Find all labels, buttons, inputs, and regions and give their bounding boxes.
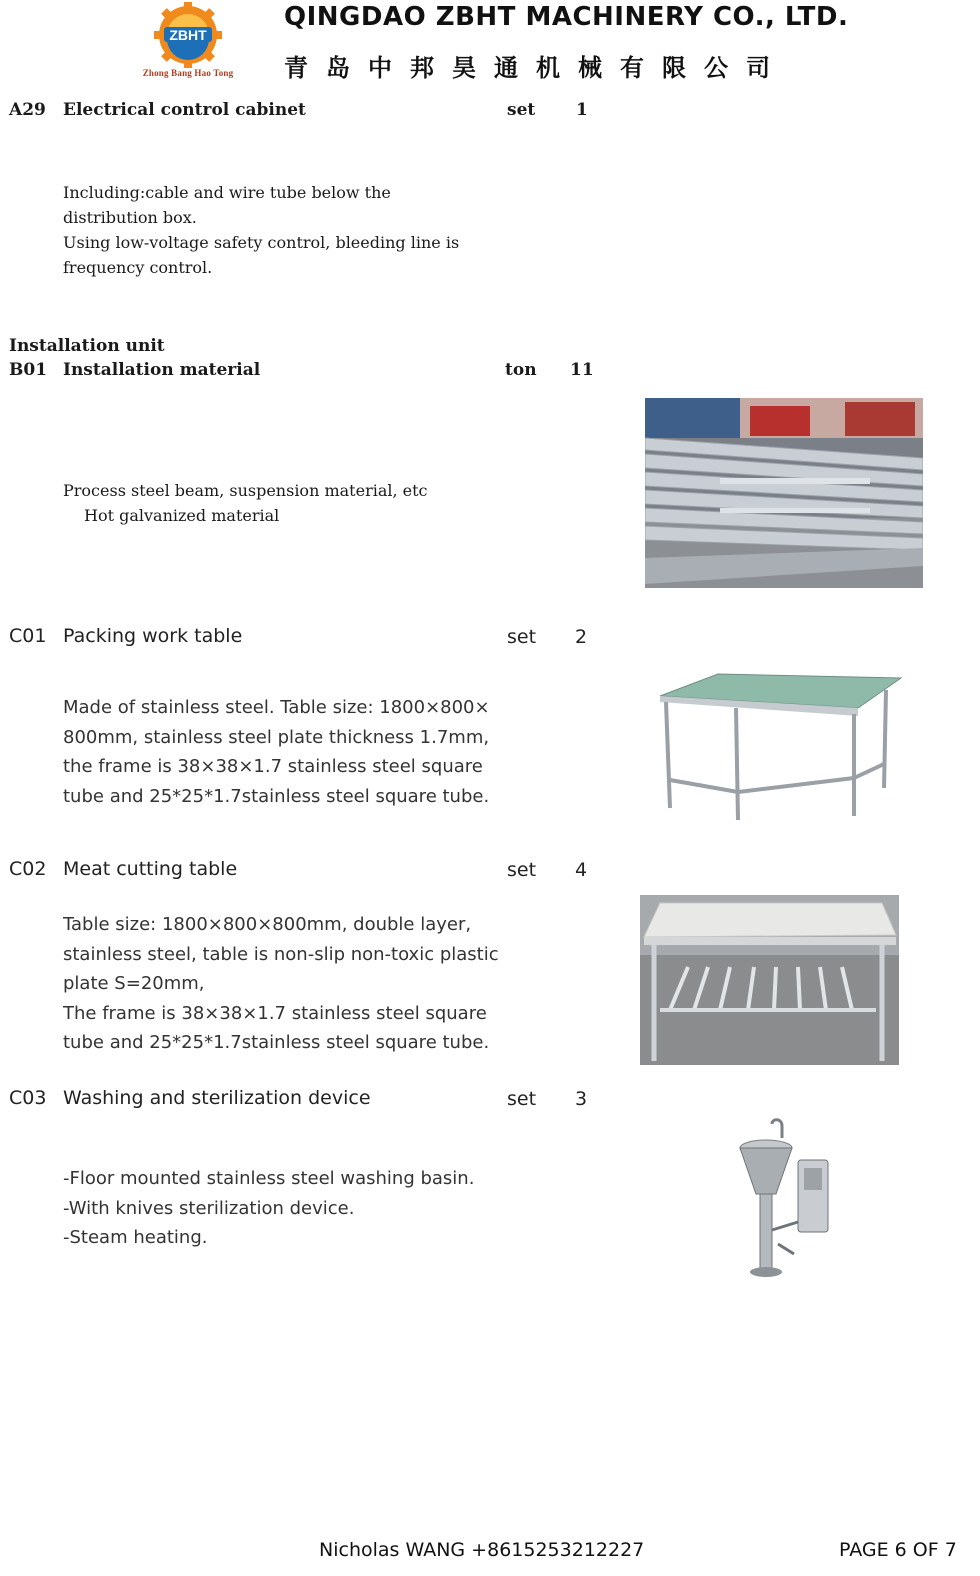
company-logo [130,2,246,82]
item-description: Made of stainless steel. Table size: 1800×800× 800mm, stainless steel plate thickness 1.7mm, the frame is 38×38×1.7 stainless steel square tube and 25*25*1.7stainless steel square tube. [63,697,490,807]
item-name: Installation material [63,360,261,380]
item-qty: 11 [570,360,594,380]
item-description: -Floor mounted stainless steel washing basin. -With knives sterilization device. -Steam heating. [63,1168,475,1248]
logo-subtitle: Zhong Bang Hao Tong [142,68,234,78]
section-heading: Installation unit [9,336,165,356]
item-qty: 4 [575,859,588,881]
item-unit: set [507,626,537,648]
company-name-cn: 青岛中邦昊通机械有限公司 [284,54,788,82]
item-qty: 3 [575,1088,588,1110]
logo-text: ZBHT [169,27,207,43]
item-unit: set [507,100,536,120]
footer-contact: Nicholas WANG +8615253212227 [319,1539,645,1561]
packing-table-photo [658,668,903,824]
item-qty: 2 [575,626,588,648]
item-description: Including:cable and wire tube below the distribution box. Using low-voltage safety control, bleeding line is frequency control. [63,183,460,277]
item-name: Washing and sterilization device [63,1087,371,1109]
item-code: C01 [9,625,47,647]
item-qty: 1 [576,100,588,120]
item-code: C03 [9,1087,47,1109]
item-name: Meat cutting table [63,858,238,880]
item-name: Electrical control cabinet [63,100,306,120]
item-description: Table size: 1800×800×800mm, double layer, stainless steel, table is non-slip non-toxic plastic plate S=20mm, The frame is 38×38×1.7 stainless steel square tube and 25*25*1.7stainless steel square tube. [63,914,499,1053]
item-unit: set [507,1088,537,1110]
item-unit: set [507,859,537,881]
item-code: C02 [9,858,47,880]
page-number: PAGE 6 OF 7 [839,1539,957,1561]
cutting-table-photo [640,895,899,1065]
item-unit: ton [505,360,537,380]
steel-beams-photo [645,398,923,588]
company-name-en: QINGDAO ZBHT MACHINERY CO., LTD. [284,2,849,32]
gear-logo-icon [148,2,228,68]
item-name: Packing work table [63,625,243,647]
item-description: Process steel beam, suspension material, etc Hot galvanized material [63,481,428,525]
item-code: B01 [9,360,48,380]
item-code: A29 [9,100,46,120]
washing-basin-photo [694,1118,860,1284]
